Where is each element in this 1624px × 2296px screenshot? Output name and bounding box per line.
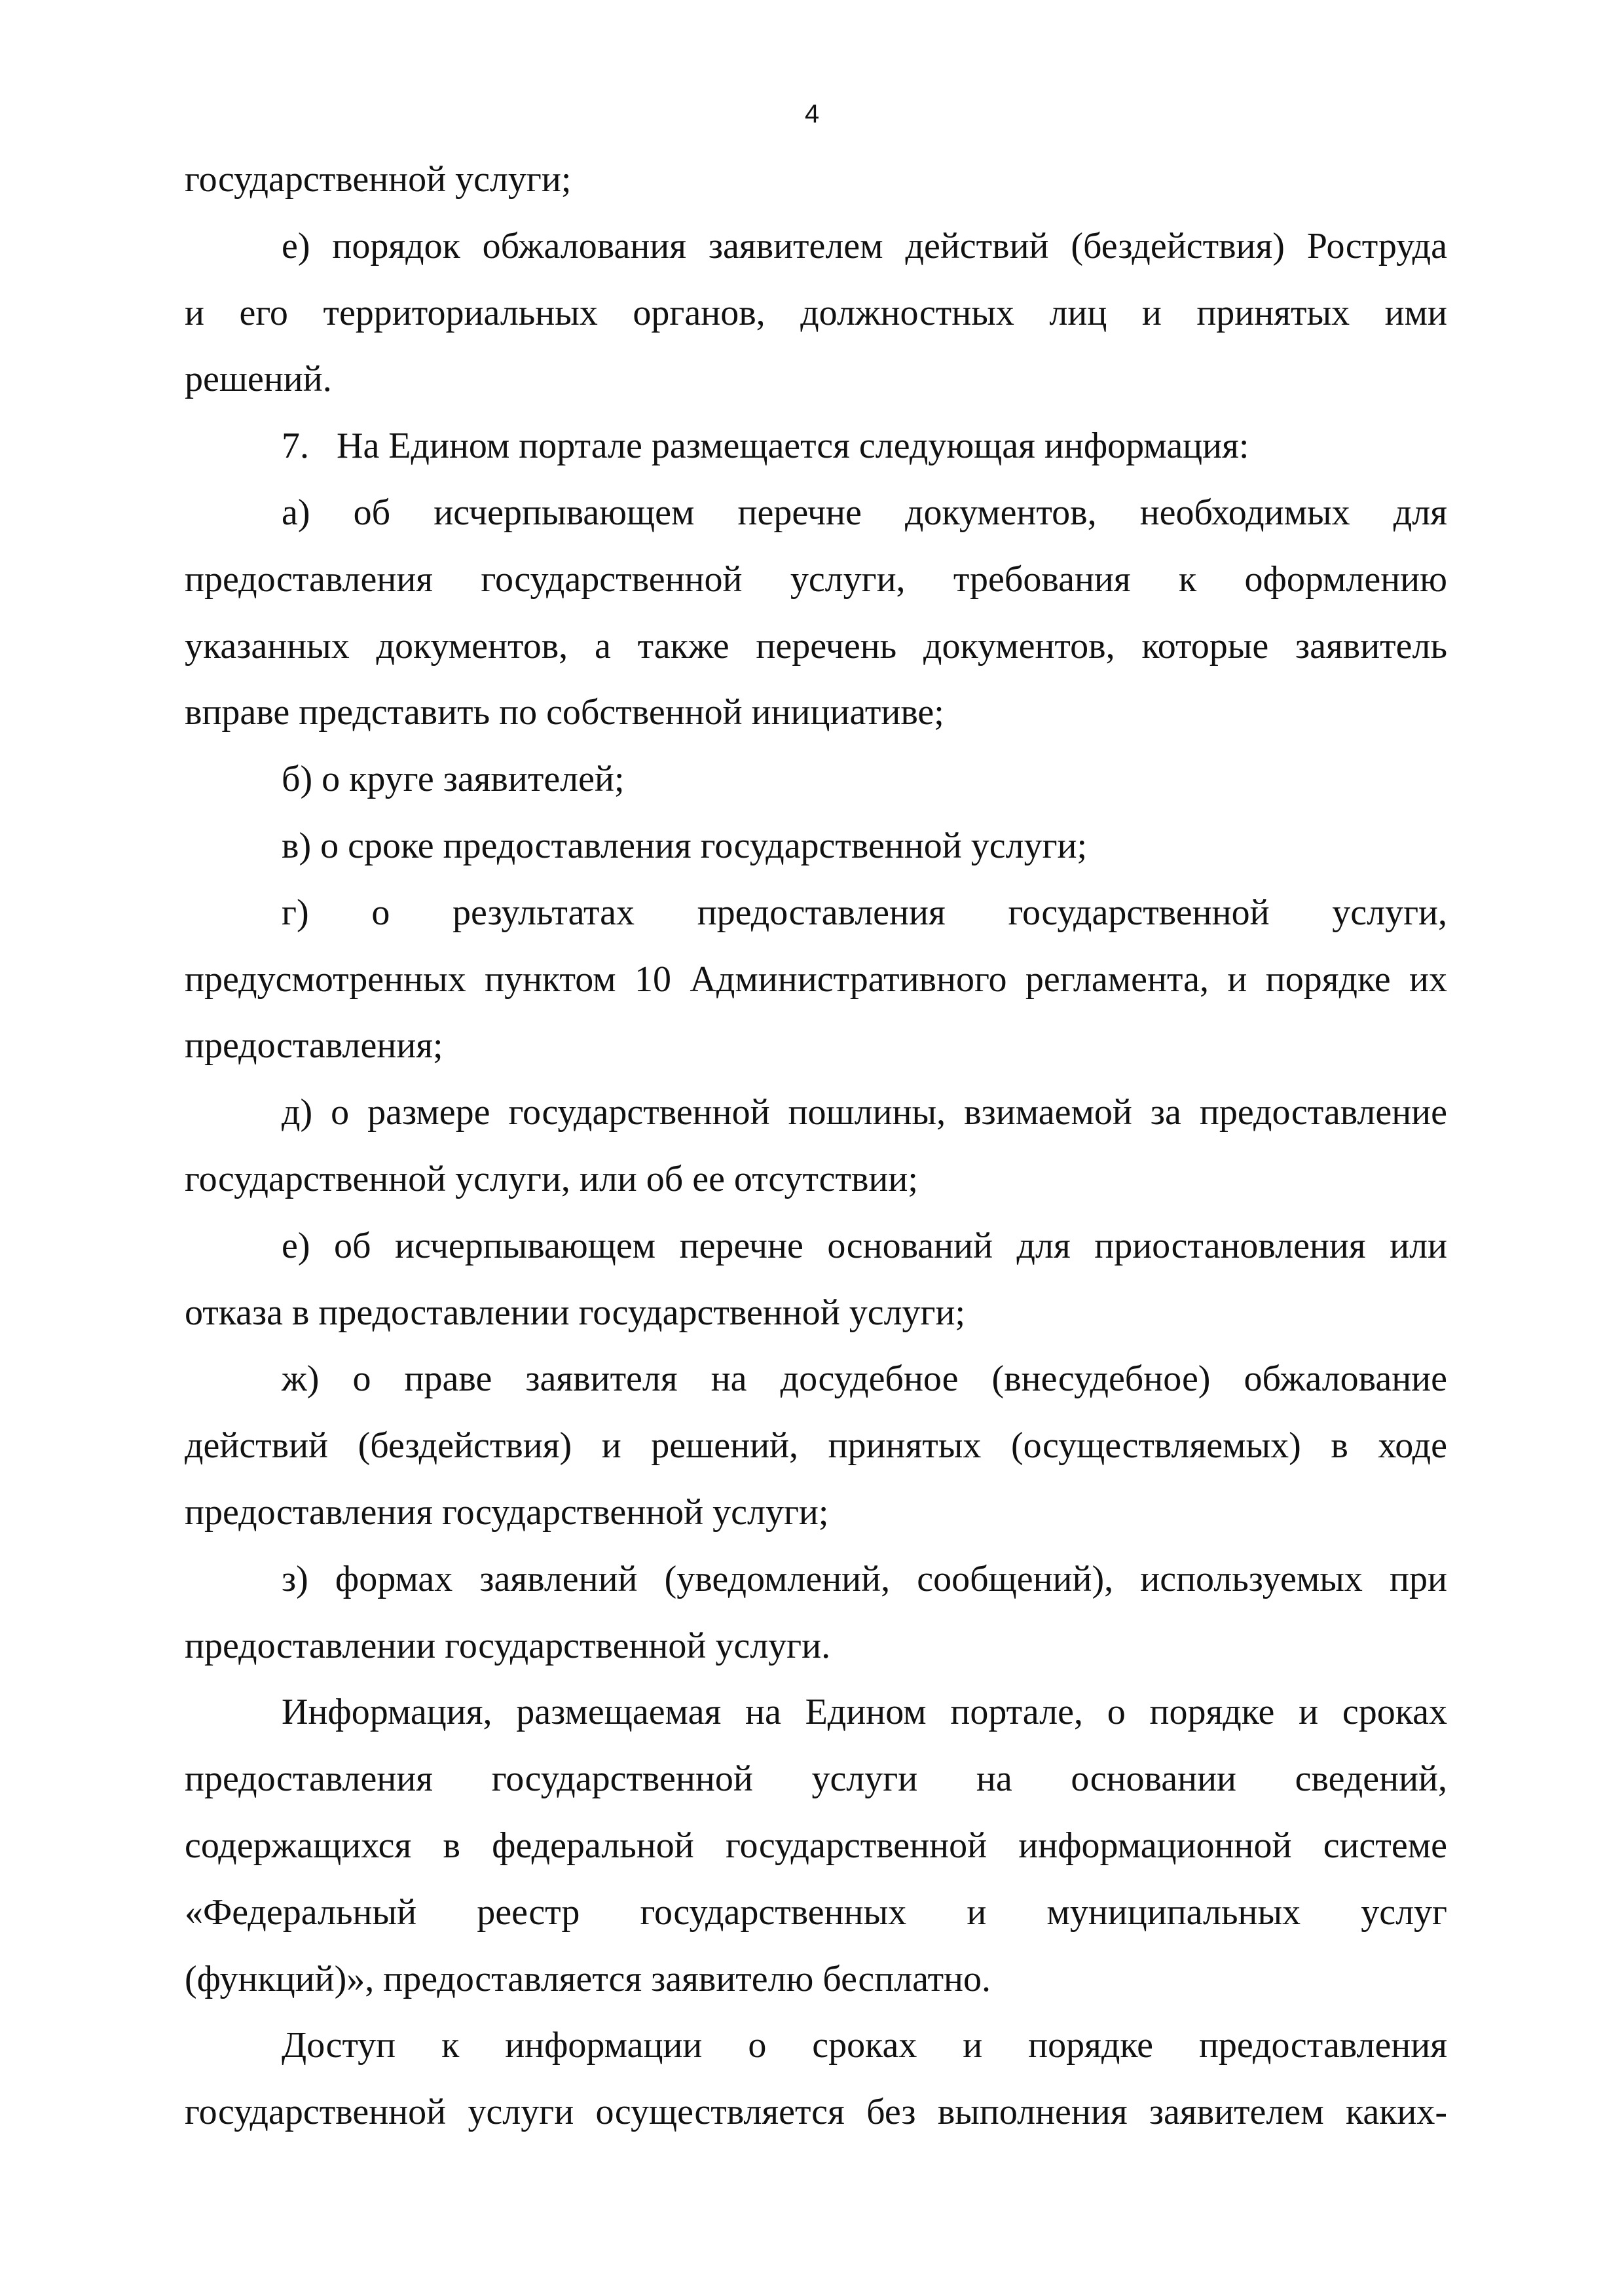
text-line: предоставления государственной услуги на основании сведений, — [185, 1758, 1447, 1800]
text-line: действий (бездействия) и решений, принятых (осуществляемых) в ходе — [185, 1425, 1447, 1467]
text-line: решений. — [185, 359, 332, 400]
text-line: «Федеральный реестр государственных и муниципальных услуг — [185, 1891, 1447, 1933]
text-line: и его территориальных органов, должностных лиц и принятых ими — [185, 292, 1447, 333]
text-line: указанных документов, а также перечень документов, которые заявитель — [185, 625, 1447, 666]
document-body — [185, 147, 1447, 2146]
page-number: 4 — [804, 100, 820, 128]
text-line: (функций)», предоставляется заявителю бесплатно. — [185, 1958, 991, 1999]
text-line: отказа в предоставлении государственной услуги; — [185, 1292, 966, 1333]
text-line: 7. На Едином портале размещается следующая информация: — [282, 426, 1249, 467]
text-line: предоставления государственной услуги, требования к оформлению — [185, 558, 1447, 600]
text-line: а) об исчерпывающем перечне документов, необходимых для — [282, 492, 1447, 533]
text-line: д) о размере государственной пошлины, взимаемой за предоставление — [282, 1092, 1447, 1133]
text-line: ж) о праве заявителя на досудебное (внесудебное) обжалование — [282, 1358, 1447, 1400]
text-line: государственной услуги; — [185, 159, 572, 200]
text-line: предусмотренных пунктом 10 Административного регламента, и порядке их — [185, 958, 1447, 1000]
text-line: предоставления государственной услуги; — [185, 1491, 829, 1533]
text-line: содержащихся в федеральной государственной информационной системе — [185, 1825, 1447, 1866]
text-line: в) о сроке предоставления государственной услуги; — [282, 825, 1088, 866]
text-line: е) об исчерпывающем перечне оснований для приостановления или — [282, 1225, 1447, 1266]
text-line: е) порядок обжалования заявителем действий (бездействия) Роструда — [282, 225, 1447, 266]
text-line: б) о круге заявителей; — [282, 759, 625, 800]
text-line: Информация, размещаемая на Едином портале, о порядке и сроках — [282, 1692, 1447, 1733]
text-line: вправе представить по собственной инициативе; — [185, 692, 944, 733]
text-line: з) формах заявлений (уведомлений, сообщений), используемых при — [282, 1558, 1447, 1599]
text-line: г) о результатах предоставления государственной услуги, — [282, 892, 1447, 933]
text-line: государственной услуги, или об ее отсутствии; — [185, 1158, 918, 1199]
text-line: предоставлении государственной услуги. — [185, 1625, 831, 1666]
text-line: Доступ к информации о сроках и порядке предоставления — [282, 2025, 1447, 2066]
text-line: государственной услуги осуществляется без выполнения заявителем каких- — [185, 2092, 1447, 2133]
text-line: предоставления; — [185, 1025, 443, 1066]
